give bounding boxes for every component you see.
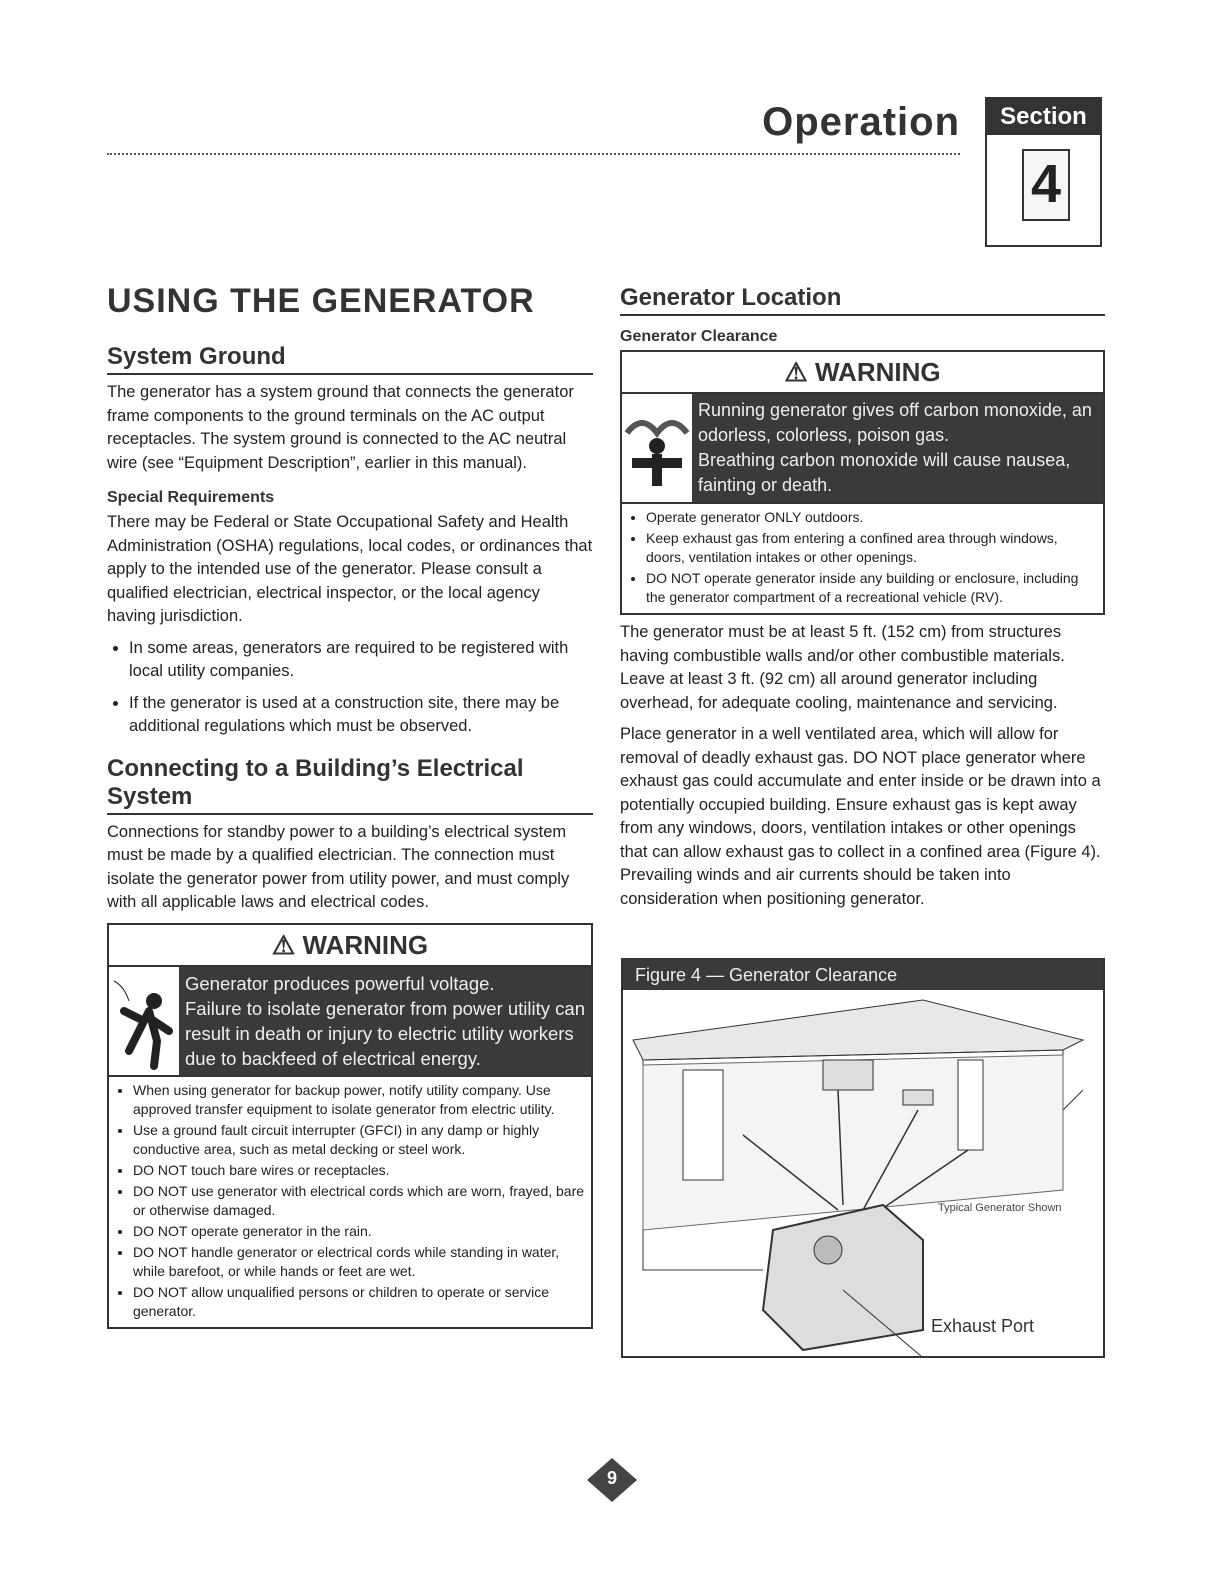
figure-4 bbox=[621, 958, 1105, 1358]
section-number: 4 bbox=[1022, 149, 1070, 221]
figure-caption: Figure 4 — Generator Clearance bbox=[623, 960, 1103, 990]
warning-title: WARNING bbox=[302, 929, 429, 960]
warning-triangle-icon: ⚠ bbox=[271, 929, 296, 960]
list-item: • Keep exhaust gas from entering a confined area through windows, doors, ventilation intakes or other openings. bbox=[646, 529, 1097, 567]
list-item: • DO NOT handle generator or electrical cords while standing in water, while barefoot, or while hands or feet are wet. bbox=[133, 1243, 585, 1281]
list-item: • DO NOT use generator with electrical cords which are worn, frayed, bare or otherwise damaged. bbox=[133, 1182, 585, 1220]
main-title: USING THE GENERATOR bbox=[107, 282, 535, 320]
list-item: • If the generator is used at a construction site, there may be additional regulations which must be observed. bbox=[129, 692, 593, 739]
list-item: • DO NOT touch bare wires or receptacles. bbox=[133, 1161, 585, 1180]
system-ground-text: The generator has a system ground that connects the generator frame components to the ground terminals on the AC output receptacles. The system ground is connected to the AC neutral wire (see “Equipment Description”, earlier in this manual). bbox=[107, 383, 574, 472]
warning-list bbox=[109, 1077, 591, 1327]
exhaust-port-label: Exhaust Port bbox=[931, 1316, 1035, 1336]
warning-message-line: Breathing carbon monoxide will cause nausea, fainting or death. bbox=[698, 450, 1071, 495]
typical-generator-note: Typical Generator Shown bbox=[938, 1202, 1062, 1214]
list-item: • When using generator for backup power, notify utility company. Use approved transfer equipment to isolate generator from electric utility. bbox=[133, 1081, 585, 1119]
warning-title: WARNING bbox=[814, 357, 941, 387]
list-item: • DO NOT operate generator in the rain. bbox=[133, 1222, 585, 1241]
special-requirements-text: There may be Federal or State Occupational Safety and Health Administration (OSHA) regulations, local codes, or ordinances that apply to the intended use of the generator. Please consult a qualified electrician, electrical inspector, or the local agency having jurisdiction. bbox=[107, 513, 593, 625]
section-box bbox=[985, 97, 1102, 247]
section-label: Section bbox=[987, 99, 1100, 135]
list-item: • Use a ground fault circuit interrupter (GFCI) in any damp or highly conductive area, such as metal decking or steel work. bbox=[133, 1121, 585, 1159]
special-requirements-heading: Special Requirements bbox=[107, 489, 275, 506]
page-number-badge bbox=[587, 1458, 637, 1502]
warning-message-line: Generator produces powerful voltage. bbox=[185, 972, 495, 994]
warning-list bbox=[622, 504, 1103, 613]
clearance-paragraph: The generator must be at least 5 ft. (152 cm) from structures having combustible walls and/or other combustible materials. Leave at least 3 ft. (92 cm) all around generator including overhead, for adequate cooling, maintenance and servicing. bbox=[620, 623, 1065, 712]
right-column bbox=[620, 284, 1105, 919]
warning-message-band bbox=[109, 965, 591, 1077]
connecting-text: Connections for standby power to a building’s electrical system must be made by a qualified electrician. The connection must isolate the generator power from utility power, and must comply with all applicable laws and electrical codes. bbox=[107, 822, 570, 911]
toxic-fumes-icon bbox=[622, 394, 692, 502]
special-requirements-list bbox=[107, 637, 593, 739]
co-warning-box bbox=[620, 350, 1105, 615]
generator-location-heading: Generator Location bbox=[620, 284, 1105, 316]
list-item: • In some areas, generators are required to be registered with local utility companies. bbox=[129, 637, 593, 684]
system-ground-heading: System Ground bbox=[107, 343, 593, 375]
warning-message-band bbox=[622, 392, 1103, 504]
generator-clearance-illustration bbox=[623, 990, 1103, 1356]
header-rule bbox=[107, 153, 960, 155]
warning-header bbox=[109, 925, 591, 965]
list-item: • DO NOT operate generator inside any building or enclosure, including the generator compartment of a recreational vehicle (RV). bbox=[646, 569, 1097, 607]
warning-triangle-icon: ⚠ bbox=[784, 357, 808, 387]
warning-message-line: Running generator gives off carbon monoxide, an odorless, colorless, poison gas. bbox=[698, 400, 1092, 445]
warning-message-line: Failure to isolate generator from power utility can result in death or injury to electric utility workers due to backfeed of electrical energy. bbox=[185, 997, 585, 1069]
electrical-warning-box bbox=[107, 923, 593, 1329]
list-item: • Operate generator ONLY outdoors. bbox=[646, 508, 1097, 527]
left-column bbox=[107, 282, 593, 1329]
page-number: 9 bbox=[606, 1468, 617, 1488]
warning-header bbox=[622, 352, 1103, 392]
page-title: Operation bbox=[762, 100, 960, 144]
list-item: • DO NOT allow unqualified persons or children to operate or service generator. bbox=[133, 1283, 585, 1321]
generator-clearance-heading: Generator Clearance bbox=[620, 328, 778, 345]
electrocution-hazard-icon bbox=[109, 967, 179, 1075]
connecting-heading: Connecting to a Building’s Electrical System bbox=[107, 755, 593, 815]
ventilation-paragraph: Place generator in a well ventilated area, which will allow for removal of deadly exhaust gas. DO NOT place generator where exhaust gas could accumulate and enter inside or be drawn into a potentially occupied building. Ensure exhaust gas is kept away from any windows, doors, ventilation intakes or other openings that can allow exhaust gas to collect in a confined area (Figure 4). Prevailing winds and air currents should be taken into consideration when positioning generator. bbox=[620, 725, 1101, 908]
